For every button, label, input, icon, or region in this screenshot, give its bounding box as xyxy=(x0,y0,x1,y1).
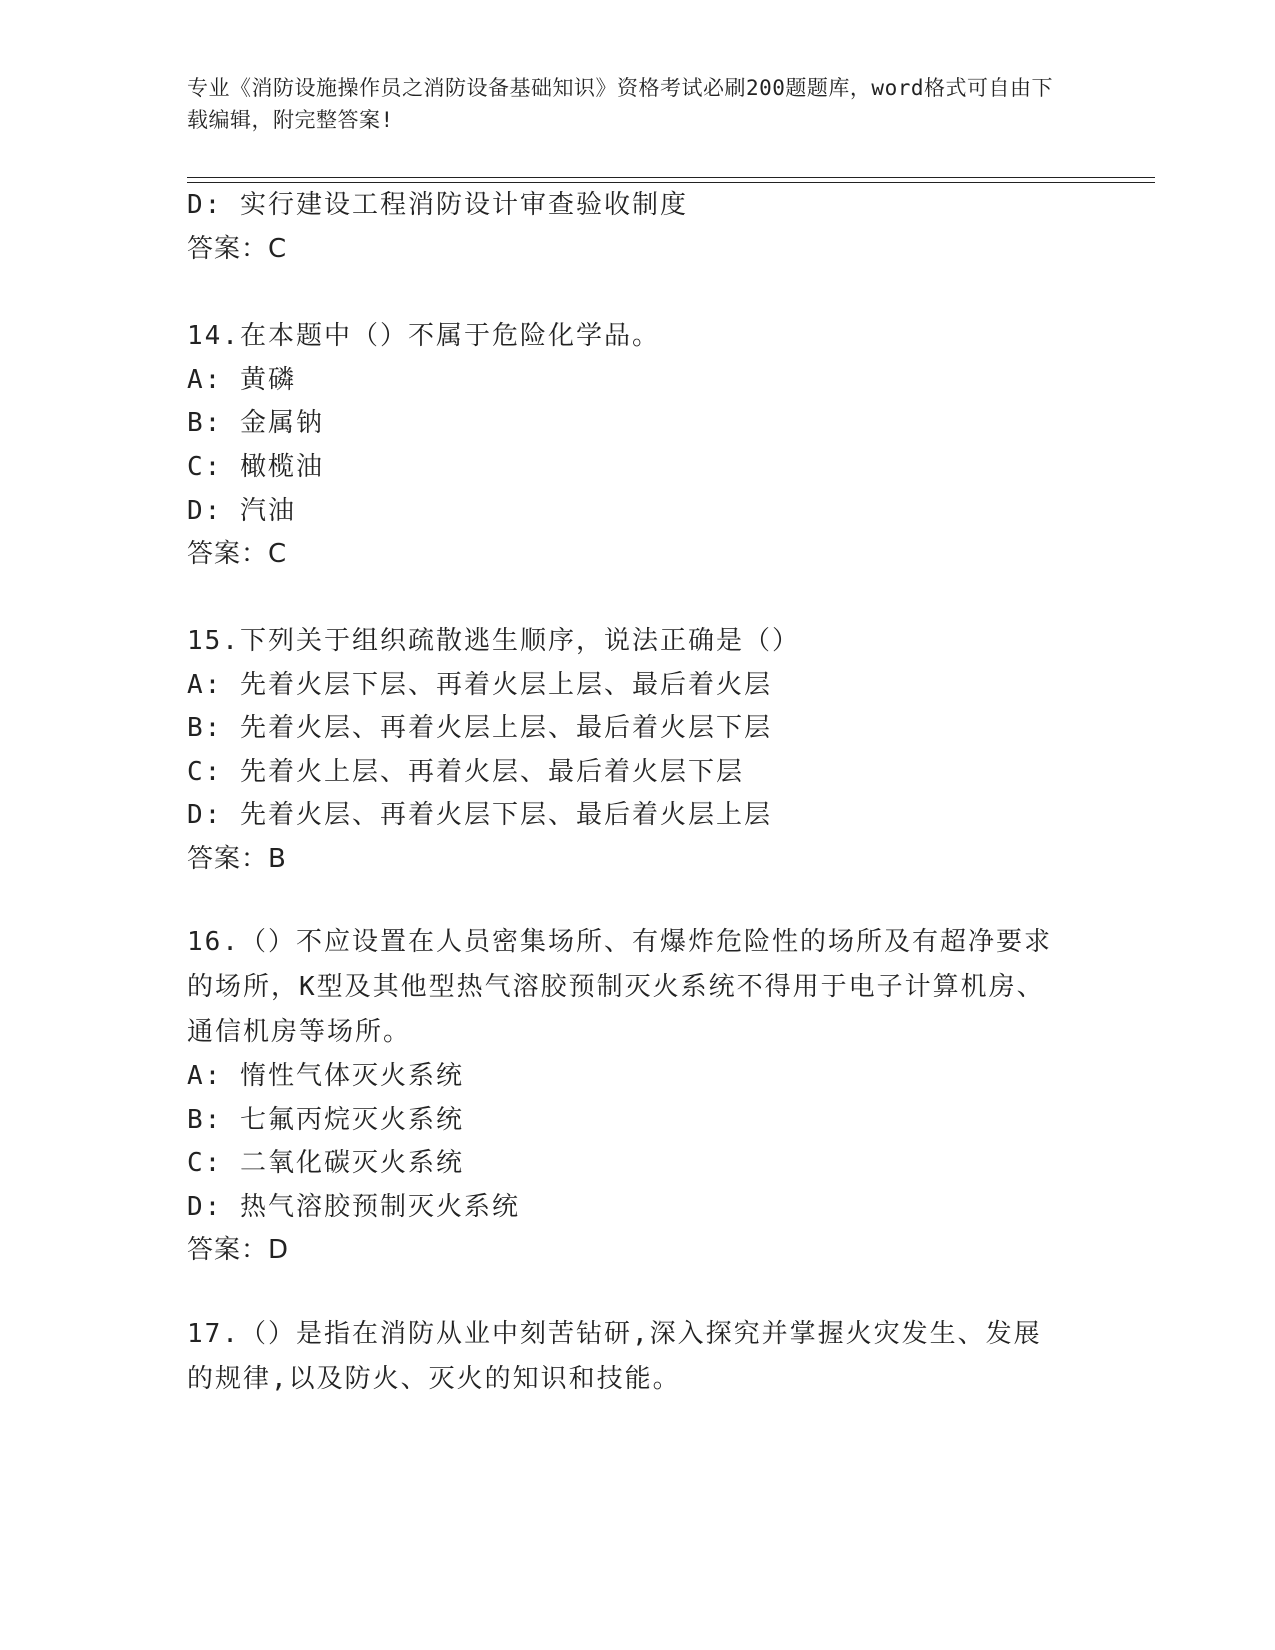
question-14-stem: 14.在本题中（）不属于危险化学品。 xyxy=(187,321,660,351)
question-17-stem: 17.（）是指在消防从业中刻苦钻研,深入探究并掌握火灾发生、发展的规律,以及防火、灭火的知识和技能。 xyxy=(187,1319,1042,1394)
question-15-option-a: A: 先着火层下层、再着火层上层、最后着火层 xyxy=(187,670,772,700)
question-16-option-c: C: 二氧化碳灭火系统 xyxy=(187,1148,464,1178)
document-header: 专业《消防设施操作员之消防设备基础知识》资格考试必刷200题题库，word格式可自由下载编辑，附完整答案! xyxy=(187,76,1053,132)
question-16-option-b: B: 七氟丙烷灭火系统 xyxy=(187,1105,464,1135)
prev-option-d: D: 实行建设工程消防设计审查验收制度 xyxy=(187,190,688,220)
header-rule-bottom xyxy=(187,182,1155,183)
question-14-answer: 答案：C xyxy=(187,539,288,569)
question-14-option-d: D: 汽油 xyxy=(187,496,296,526)
question-15-option-d: D: 先着火层、再着火层下层、最后着火层上层 xyxy=(187,800,772,830)
question-16-option-a: A: 惰性气体灭火系统 xyxy=(187,1061,464,1091)
question-16-option-d: D: 热气溶胶预制灭火系统 xyxy=(187,1192,520,1222)
question-15-option-c: C: 先着火上层、再着火层、最后着火层下层 xyxy=(187,757,744,787)
question-15-answer: 答案：B xyxy=(187,844,287,874)
question-15-option-b: B: 先着火层、再着火层上层、最后着火层下层 xyxy=(187,713,772,743)
question-14-option-c: C: 橄榄油 xyxy=(187,452,324,482)
question-16-answer: 答案：D xyxy=(187,1235,290,1265)
question-15-stem: 15.下列关于组织疏散逃生顺序，说法正确是（） xyxy=(187,626,800,656)
header-rule-top xyxy=(187,177,1155,178)
question-16-stem: 16.（）不应设置在人员密集场所、有爆炸危险性的场所及有超净要求的场所，K型及其他型热气溶胶预制灭火系统不得用于电子计算机房、通信机房等场所。 xyxy=(187,927,1052,1047)
question-14-option-a: A: 黄磷 xyxy=(187,365,296,395)
prev-answer: 答案：C xyxy=(187,234,288,264)
question-14-option-b: B: 金属钠 xyxy=(187,408,324,438)
